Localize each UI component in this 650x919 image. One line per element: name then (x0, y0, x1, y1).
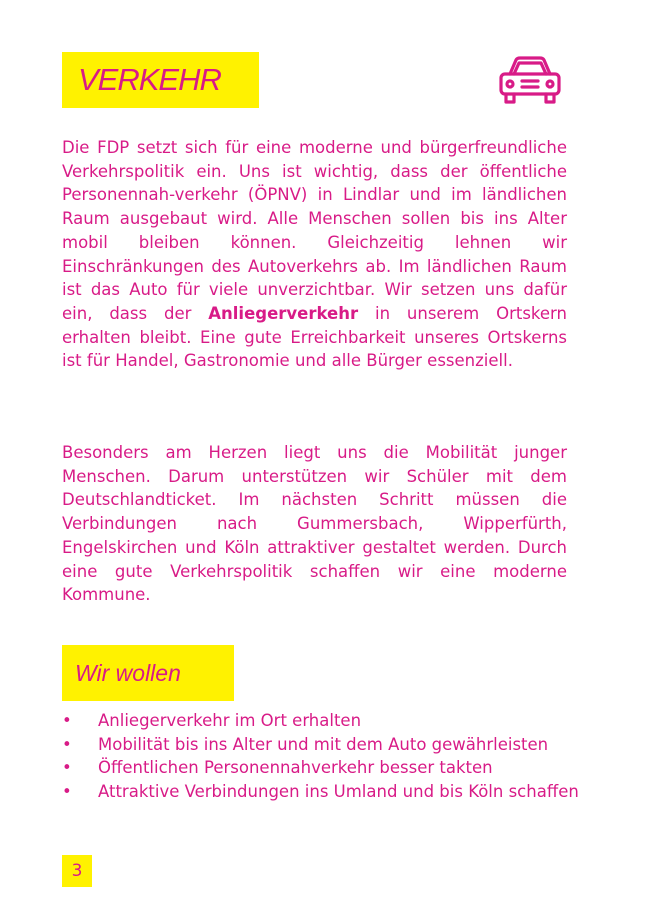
goals-list (62, 709, 622, 804)
bullet-icon: • (62, 711, 72, 730)
page-number: 3 (62, 855, 92, 887)
list-item (62, 780, 622, 804)
title-box (62, 52, 259, 108)
car-icon (496, 54, 564, 106)
goals-heading-box (62, 645, 234, 701)
goals-heading: Wir wollen (75, 659, 181, 686)
list-item-text: Mobilität bis ins Alter und mit dem Auto gewährleisten (98, 734, 549, 754)
list-item (62, 756, 622, 780)
bullet-icon: • (62, 734, 72, 754)
intro-paragraph (62, 136, 567, 373)
page-title: VERKEHR (78, 62, 221, 97)
list-item (62, 709, 622, 733)
youth-mobility-paragraph: Besonders am Herzen liegt uns die Mobilität junger Menschen. Darum unterstützen wir Schüler mit dem Deutschlandticket. Im nächsten Schritt müssen die Verbindungen nach Gummersbach, Wipperfürth, Engelskirchen und Köln attraktiver gestaltet werden. Durch eine gute Verkehrspolitik schaffen wir eine moderne Kommune. (62, 443, 567, 605)
intro-text-end: in unserem Ortskern erhalten bleibt. Eine gute Erreichbarkeit unseres Ortskerns ist für Handel, Gastronomie und alle Bürger essenziell. (62, 303, 567, 371)
bullet-icon: • (62, 782, 72, 802)
bullet-icon: • (62, 758, 72, 778)
list-item-text: Öffentlichen Personennahverkehr besser takten (98, 758, 493, 778)
highlighted-term: Anliegerverkehr (208, 303, 359, 323)
list-item-text: Attraktive Verbindungen ins Umland und bis Köln schaffen (98, 782, 579, 802)
list-item (62, 733, 622, 757)
list-item-text: Anliegerverkehr im Ort erhalten (98, 711, 362, 730)
intro-text-start: Die FDP setzt sich für eine moderne und bürgerfreundliche Verkehrspolitik ein. Uns ist wichtig, dass der öffentliche Personennah-verkehr (ÖPNV) in Lindlar und im ländlichen Raum ausgebaut wird. Alle Menschen sollen bis ins Alter mobil bleiben können. Gleichzeitig lehnen wir Einschränkungen des Autoverkehrs ab. Im ländlichen Raum ist das Auto für viele unverzichtbar. Wir setzen uns dafür ein, dass der (62, 138, 567, 323)
